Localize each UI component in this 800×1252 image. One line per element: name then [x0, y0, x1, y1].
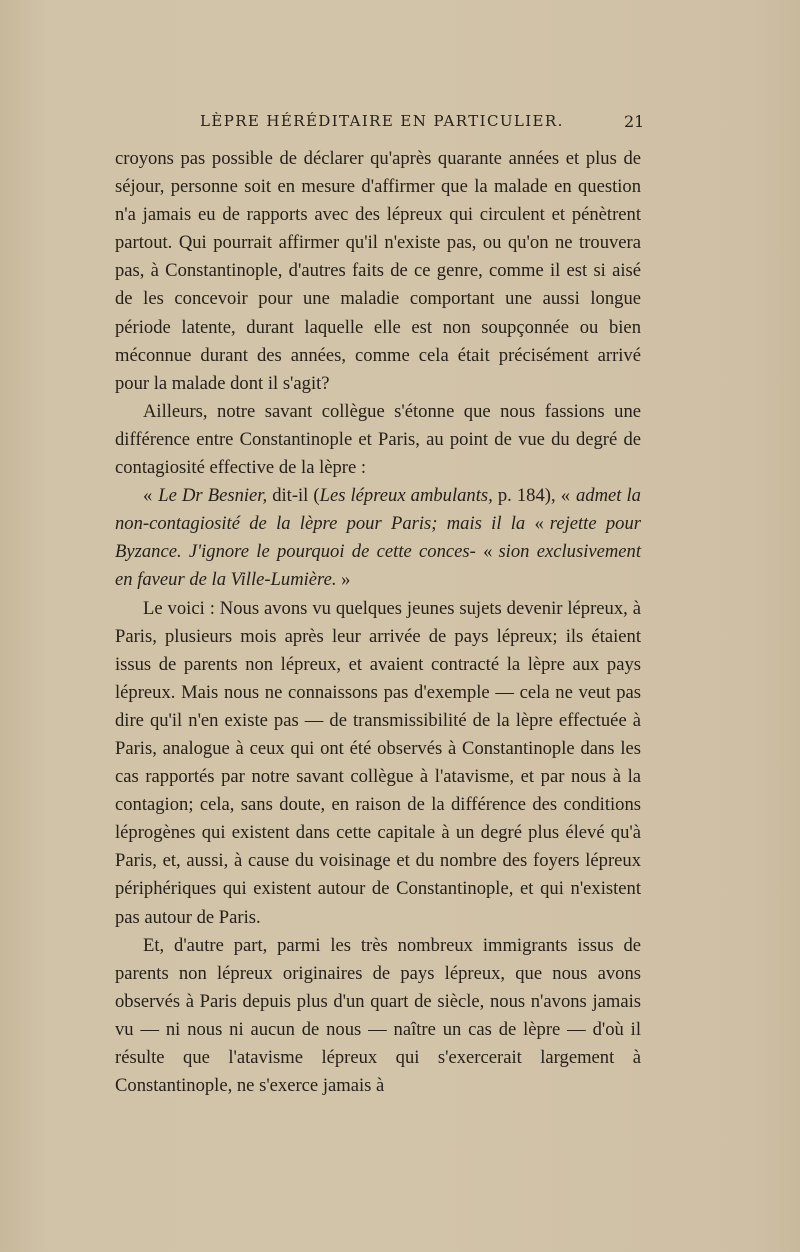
quote-segment: Dr [181, 485, 203, 507]
quote-segment: dit-il ( [272, 485, 320, 507]
quote-segment: admet la non-contagiosité de la lèpre pour Paris; mais il la [115, 485, 641, 535]
quote-segment: rejette pour Byzance. J'ignore le pourquoi de cette conces- [115, 513, 641, 563]
quote-segment: Les lépreux ambulants, [319, 485, 493, 507]
quote-segment: sion exclusivement en faveur de la Ville-Lumière. [115, 541, 642, 591]
quote-close-mark: » [341, 569, 351, 591]
paragraph-4: Le voici : Nous avons vu quelques jeunes sujets devenir lépreux, à Paris, plusieurs mois après leur arrivée de pays lépreux; ils étaient issus de parents non lépreux, et avaient contracté la lèpre aux pays lépreux. Mais nous ne connaissons pas d'exemple — cela ne veut pas dire qu'il n'en existe pas — de transmissibilité de la lèpre effectuée à Paris, analogue à ceux qui ont été observés à Constantinople dans les cas rapportés par notre savant collègue à l'atavisme, et par nous à la contagion; cela, sans doute, en raison de la différence des conditions léprogènes qui existent dans cette capitale à un degré plus élevé qu'à Paris, et, aussi, à cause du voisinage et du nombre des foyers lépreux périphériques qui existent autour de Constantinople, et qui n'existent pas autour de Paris. [115, 597, 641, 928]
paragraph-2: Ailleurs, notre savant collègue s'étonne que nous fassions une différence entre Constantinople et Paris, au point de vue du degré de contagiosité effective de la lèpre : [115, 400, 641, 479]
quote-line-mark: « [534, 513, 544, 535]
quote-segment: Besnier, [207, 485, 268, 507]
paragraph-1: croyons pas possible de déclarer qu'après quarante années et plus de séjour, personne soit en mesure d'affirmer que la malade en question n'a jamais eu de rapports avec des lépreux qui circulent et pénètrent partout. Qui pourrait affirmer qu'il n'existe pas, ou qu'on ne trouvera pas, à Constantinople, d'autres faits de ce genre, comme il est si aisé de les concevoir pour une maladie comportant une aussi longue période latente, durant laquelle elle est non soupçonnée ou bien méconnue durant des années, comme cela était précisément arrivé pour la malade dont il s'agit? [115, 148, 641, 394]
body-text [115, 145, 641, 1100]
quote-segment: p. 184), [497, 485, 556, 507]
quote-line-mark: « [560, 485, 570, 507]
paragraph-5: Et, d'autre part, parmi les très nombreux immigrants issus de parents non lépreux originaires de pays lépreux, que nous avons observés à Paris depuis plus d'un quart de siècle, nous n'avons jamais vu — ni nous ni aucun de nous — naître un cas de lèpre — d'où il résulte que l'atavisme lépreux qui s'exercerait largement à Constantinople, ne s'exerce jamais à [115, 934, 641, 1097]
quote-line-mark: « [483, 541, 493, 563]
quotation [115, 482, 641, 594]
quote-segment: Le [158, 485, 177, 507]
page-number: 21 [624, 112, 645, 131]
quote-open-mark: « [143, 485, 153, 507]
running-title: LÈPRE HÉRÉDITAIRE EN PARTICULIER. [200, 112, 564, 130]
